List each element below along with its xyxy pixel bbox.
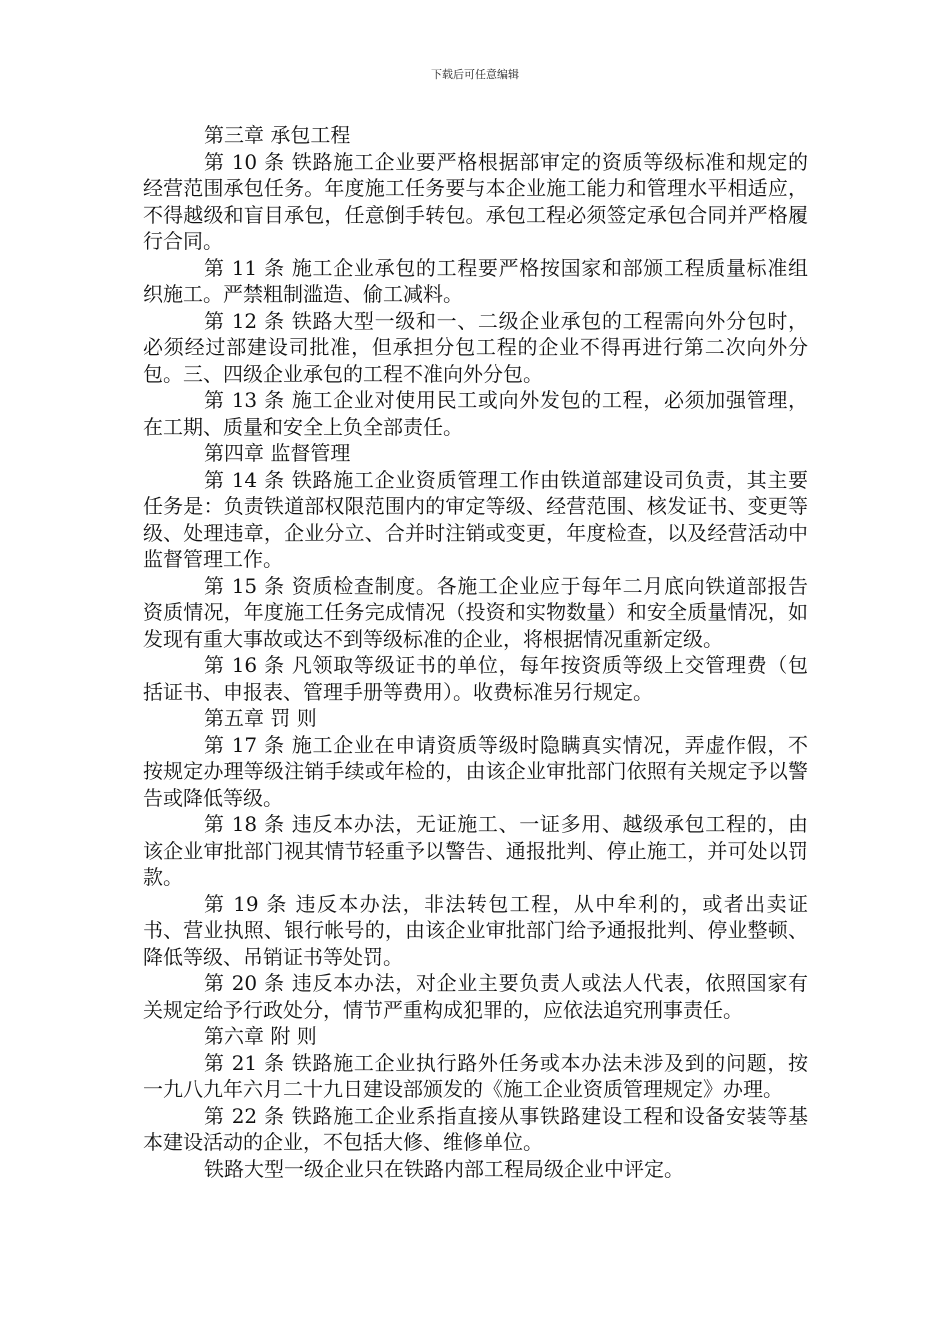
document-body [143,122,808,1182]
article-paragraph: 第 13 条 施工企业对使用民工或向外发包的工程，必须加强管理，在工期、质量和安全上负全部责任。 [143,388,808,439]
chapter-heading: 第三章 承包工程 [204,123,351,147]
article-paragraph: 第 11 条 施工企业承包的工程要严格按国家和部颁工程质量标准组织施工。严禁粗制滥造、偷工减料。 [143,255,808,306]
article-paragraph: 第 20 条 违反本办法，对企业主要负责人或法人代表，依照国家有关规定给予行政处分，情节严重构成犯罪的，应依法追究刑事责任。 [143,971,808,1022]
article-paragraph: 第 17 条 施工企业在申请资质等级时隐瞒真实情况，弄虚作假，不按规定办理等级注销手续或年检的，由该企业审批部门依照有关规定予以警告或降低等级。 [143,732,808,810]
article-paragraph: 第 22 条 铁路施工企业系指直接从事铁路建设工程和设备安装等基本建设活动的企业，不包括大修、维修单位。 [143,1103,808,1154]
article-paragraph: 第 18 条 违反本办法，无证施工、一证多用、越级承包工程的，由该企业审批部门视其情节轻重予以警告、通报批判、停止施工，并可处以罚款。 [143,812,808,889]
article-paragraph: 第 14 条 铁路施工企业资质管理工作由铁道部建设司负责，其主要任务是：负责铁道部权限范围内的审定等级、经营范围、核发证书、变更等级、处理违章，企业分立、合并时注销或变更，年度检查，以及经营活动中监督管理工作。 [143,467,808,571]
article-paragraph: 第 10 条 铁路施工企业要严格根据部审定的资质等级标准和规定的经营范围承包任务。年度施工任务要与本企业施工能力和管理水平相适应，不得越级和盲目承包，任意倒手转包。承包工程必须签定承包合同并严格履行合同。 [143,149,808,253]
article-paragraph: 第 15 条 资质检查制度。各施工企业应于每年二月底向铁道部报告资质情况，年度施工任务完成情况（投资和实物数量）和安全质量情况，如发现有重大事故或达不到等级标准的企业，将根据情况重新定级。 [143,573,808,651]
article-paragraph: 第 16 条 凡领取等级证书的单位，每年按资质等级上交管理费（包括证书、申报表、管理手册等费用）。收费标准另行规定。 [143,653,808,704]
article-paragraph: 第 21 条 铁路施工企业执行路外任务或本办法未涉及到的问题，按一九八九年六月二十九日建设部颁发的《施工企业资质管理规定》办理。 [143,1050,808,1101]
article-paragraph: 铁路大型一级企业只在铁路内部工程局级企业中评定。 [204,1156,684,1181]
page-header: 下载后可任意编辑 [431,68,519,81]
chapter-heading: 第六章 附 则 [204,1024,317,1048]
article-paragraph: 第 19 条 违反本办法，非法转包工程，从中牟利的，或者出卖证书、营业执照、银行帐号的，由该企业审批部门给予通报批判、停业整顿、降低等级、吊销证书等处罚。 [143,891,808,969]
article-paragraph: 第 12 条 铁路大型一级和一、二级企业承包的工程需向外分包时，必须经过部建设司批准，但承担分包工程的企业不得再进行第二次向外分包。三、四级企业承包的工程不准向外分包。 [143,308,808,386]
chapter-heading: 第五章 罚 则 [204,706,317,730]
chapter-heading: 第四章 监督管理 [204,441,351,465]
